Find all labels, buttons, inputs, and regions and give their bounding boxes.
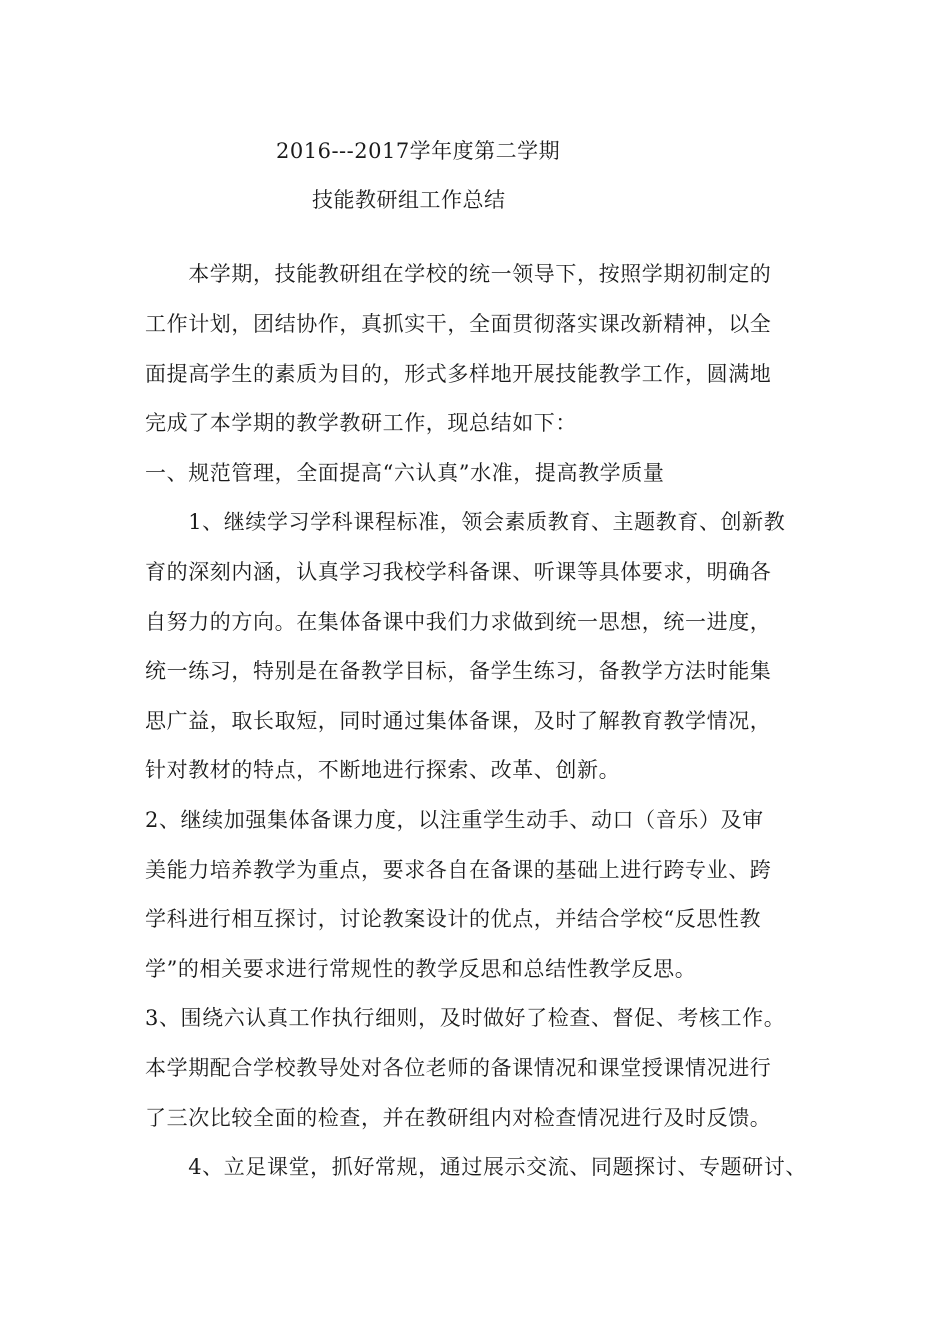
paragraph-line: 自努力的方向。在集体备课中我们力求做到统一思想，统一进度， [145,610,772,634]
paragraph-line: 4、立足课堂，抓好常规，通过展示交流、同题探讨、专题研讨、 [145,1155,807,1179]
paragraph-line: 美能力培养教学为重点，要求各自在备课的基础上进行跨专业、跨 [145,858,772,882]
paragraph-line: 学科进行相互探讨，讨论教案设计的优点，并结合学校“反思性教 [145,907,762,931]
paragraph-line: 本学期配合学校教导处对各位老师的备课情况和课堂授课情况进行 [145,1056,772,1080]
paragraph-line: 1、继续学习学科课程标准，领会素质教育、主题教育、创新教 [145,510,786,534]
document-title-line-1: 2016---2017学年度第二学期 [276,139,561,163]
paragraph-line: 2、继续加强集体备课力度，以注重学生动手、动口（音乐）及审 [145,808,764,832]
paragraph-line: 针对教材的特点，不断地进行探索、改革、创新。 [145,758,621,782]
section-heading: 一、规范管理，全面提高“六认真”水准，提高教学质量 [145,461,665,485]
paragraph-line: 思广益，取长取短，同时通过集体备课，及时了解教育教学情况， [145,709,772,733]
paragraph-line: 统一练习，特别是在备教学目标，备学生练习，备教学方法时能集 [145,659,772,683]
paragraph-line: 面提高学生的素质为目的，形式多样地开展技能教学工作，圆满地 [145,362,772,386]
paragraph-line: 本学期，技能教研组在学校的统一领导下，按照学期初制定的 [145,262,772,286]
paragraph-line: 学”的相关要求进行常规性的教学反思和总结性教学反思。 [145,957,697,981]
paragraph-line: 了三次比较全面的检查，并在教研组内对检查情况进行及时反馈。 [145,1106,772,1130]
paragraph-line: 3、围绕六认真工作执行细则，及时做好了检查、督促、考核工作。 [145,1006,786,1030]
paragraph-line: 育的深刻内涵，认真学习我校学科备课、听课等具体要求，明确各 [145,560,772,584]
paragraph-line: 完成了本学期的教学教研工作，现总结如下： [145,411,577,435]
paragraph-line: 工作计划，团结协作，真抓实干，全面贯彻落实课改新精神，以全 [145,312,772,336]
document-title-line-2: 技能教研组工作总结 [312,188,506,212]
